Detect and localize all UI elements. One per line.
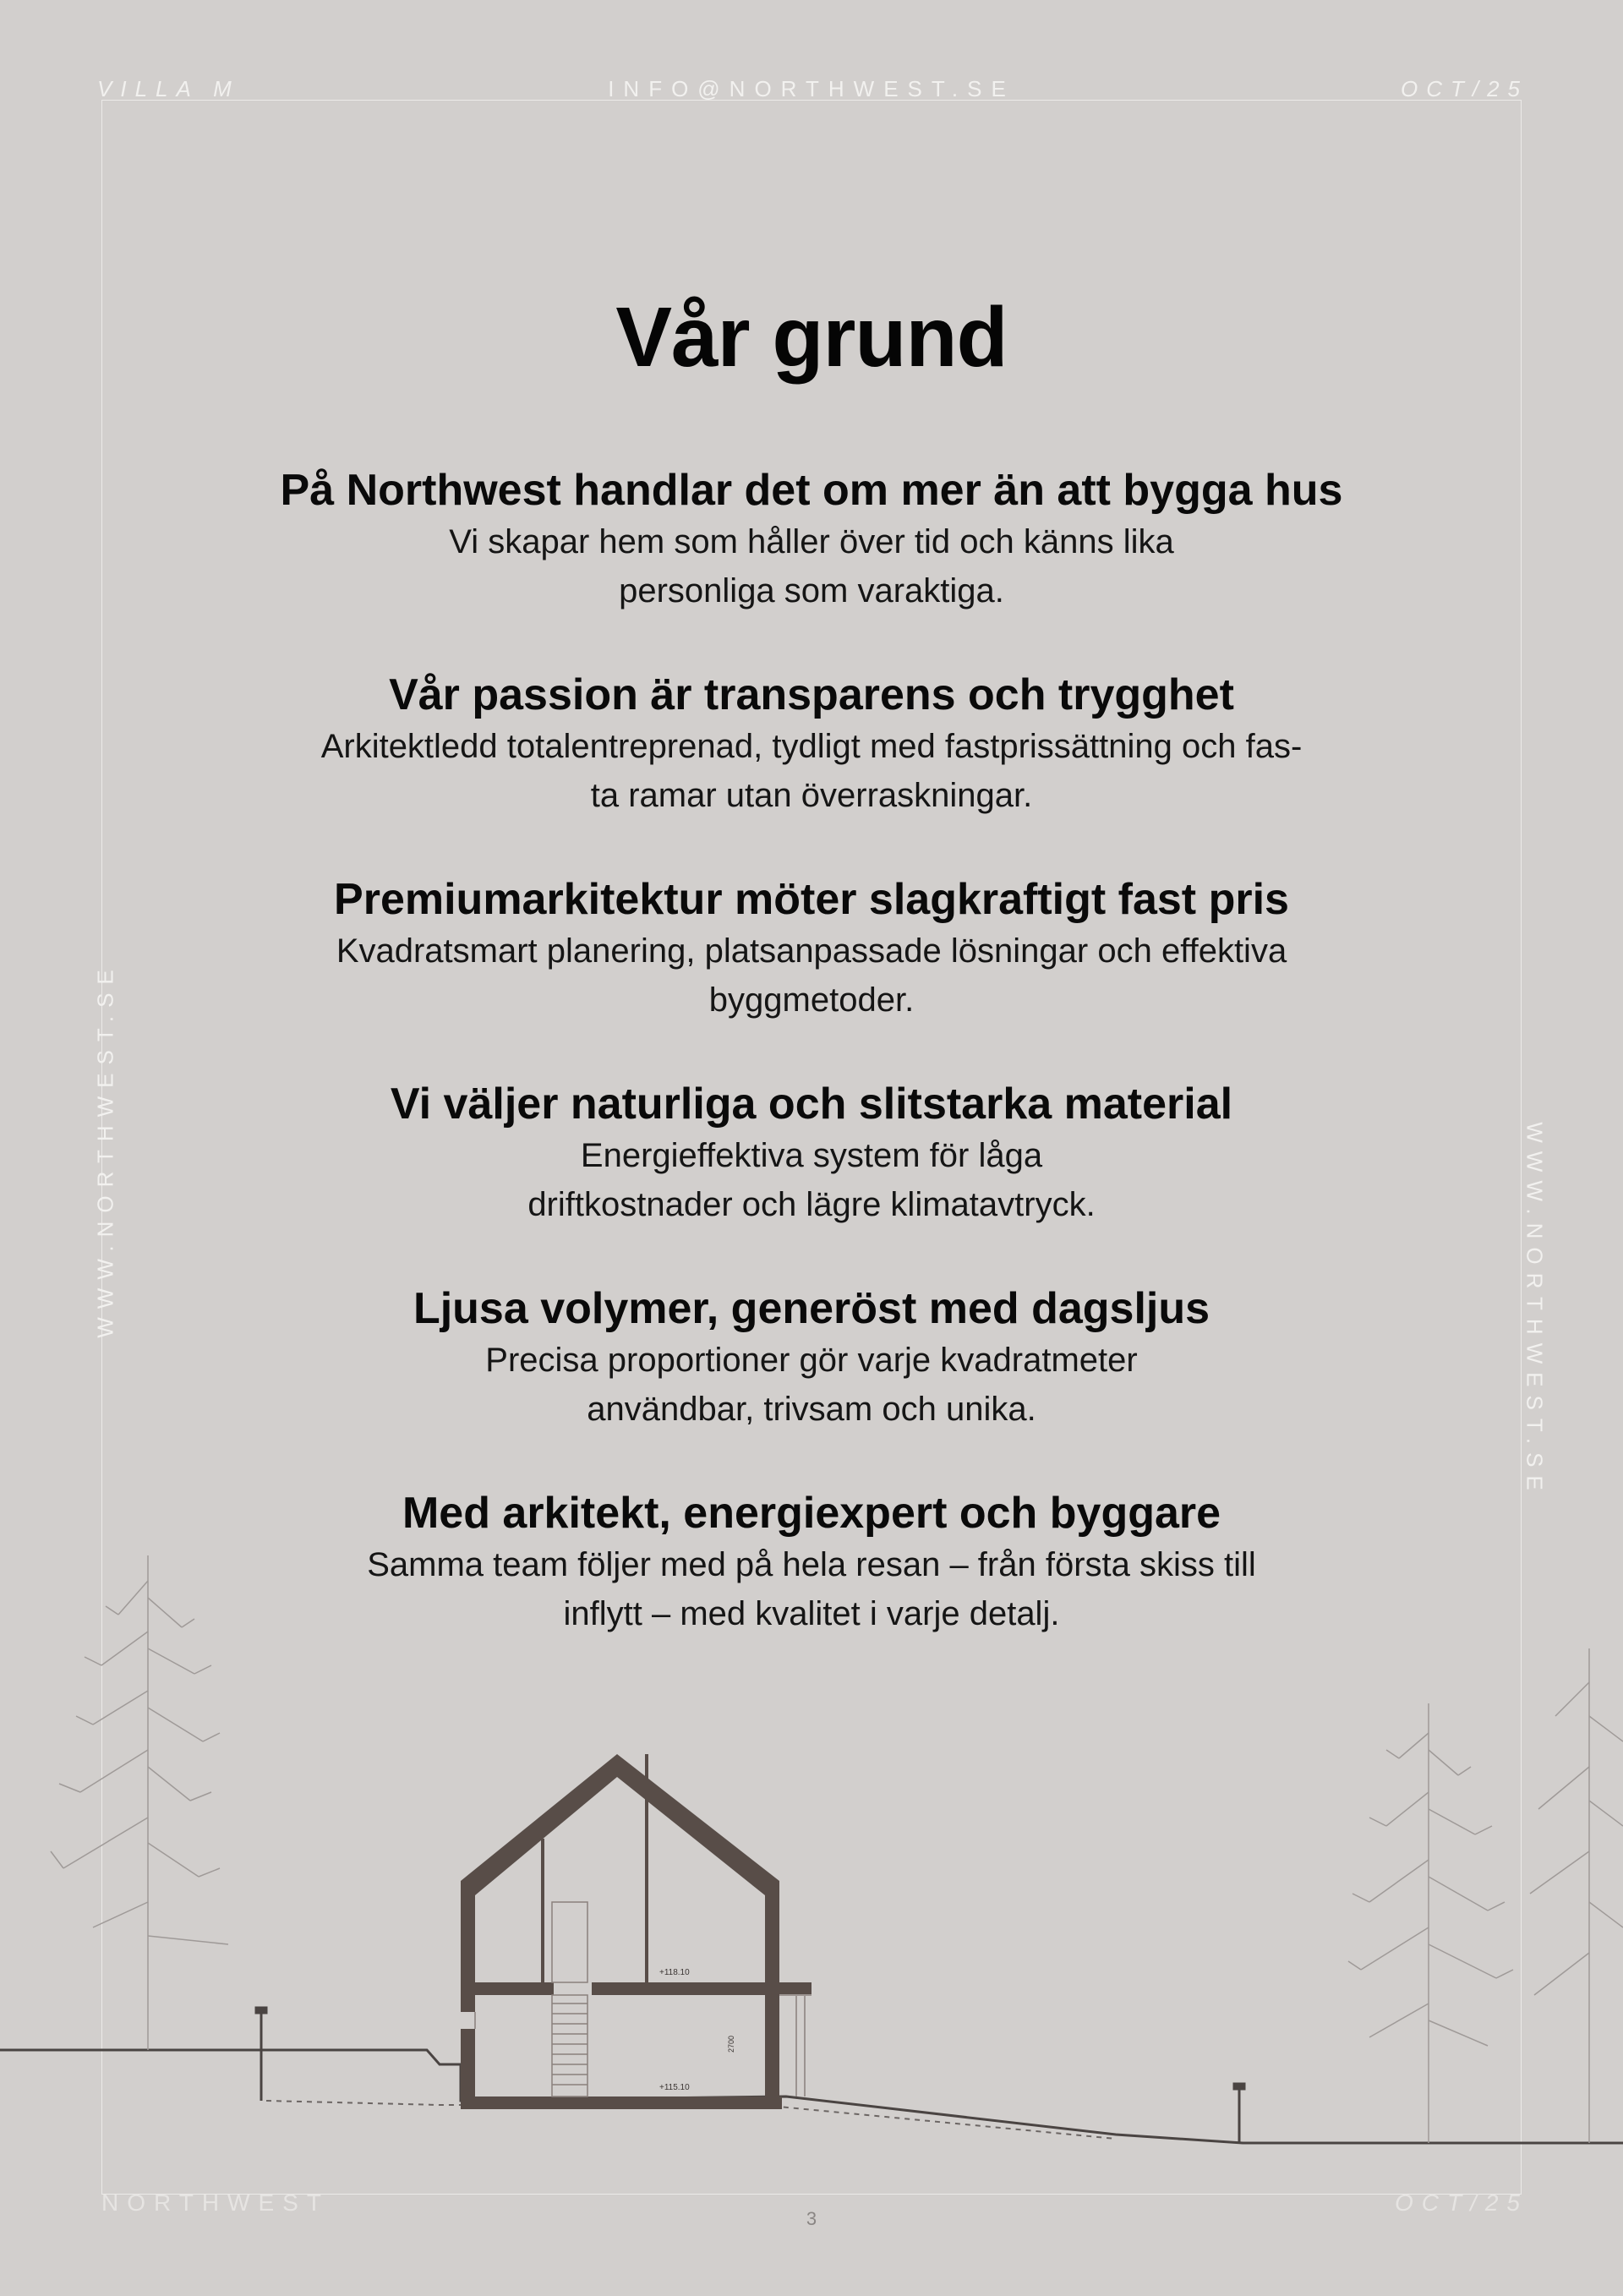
header-project: VILLA M [97, 76, 240, 101]
level-upper-label: +118.10 [659, 1968, 690, 1977]
section-line: ta ramar utan överraskningar. [590, 777, 1033, 814]
side-website-right[interactable]: WWW.NORTHWEST.SE [1522, 1122, 1548, 1499]
window-glazing [475, 1995, 812, 2096]
header-email[interactable]: INFO@NORTHWEST.SE [608, 76, 1015, 101]
section-line: inflytt – med kvalitet i varje detalj. [563, 1595, 1060, 1632]
section-heading: Premiumarkitektur möter slagkraftigt fast pris [334, 875, 1289, 924]
section [228, 1077, 1395, 1229]
tree-right-icon [1348, 1703, 1513, 2143]
section-line: Samma team följer med på hela resan – från första skiss till [367, 1546, 1256, 1583]
sections [228, 463, 1395, 1691]
section-heading: Ljusa volymer, generöst med dagsljus [413, 1284, 1210, 1333]
section [228, 668, 1395, 820]
staircase [552, 1902, 587, 2096]
section-heading: Vår passion är transparens och trygghet [389, 670, 1234, 719]
section-heading: Med arkitekt, energiexpert och byggare [402, 1489, 1221, 1538]
side-website-left[interactable]: WWW.NORTHWEST.SE [92, 961, 118, 1338]
section-line: byggmetoder. [708, 981, 915, 1019]
section-heading: Vi väljer naturliga och slitstarka material [390, 1080, 1233, 1129]
section-line: Energieffektiva system för låga [580, 1137, 1043, 1174]
tree-left-icon [51, 1555, 228, 2050]
lamp-post-icon [1234, 2084, 1244, 2143]
lamp-post-icon [256, 2008, 266, 2101]
section-line: Precisa proportioner gör varje kvadratmeter [485, 1342, 1138, 1379]
section [228, 872, 1395, 1025]
section-line: driftkostnader och lägre klimatavtryck. [527, 1186, 1096, 1223]
section-line: Kvadratsmart planering, platsanpassade lösningar och effektiva [336, 932, 1287, 970]
header-date: OCT/25 [1400, 76, 1528, 101]
level-lower-label: +115.10 [659, 2083, 690, 2092]
page-title: Vår grund [615, 290, 1008, 385]
section-line: Vi skapar hem som håller över tid och känns lika [449, 523, 1174, 560]
section [228, 463, 1395, 615]
house-section-drawing [0, 1547, 1623, 2189]
section-line: personliga som varaktiga. [619, 572, 1004, 610]
footer-date: OCT/25 [1394, 2189, 1528, 2216]
house-walls [461, 1754, 812, 2109]
section-line: användbar, trivsam och unika. [587, 1391, 1036, 1428]
tree-edge-icon [1530, 1648, 1623, 2143]
section-line: Arkitektledd totalentreprenad, tydligt med fastprissättning och fas- [320, 728, 1303, 765]
footer-brand: NORTHWEST [101, 2189, 330, 2216]
section-heading: På Northwest handlar det om mer än att bygga hus [280, 466, 1343, 515]
section [228, 1282, 1395, 1434]
page-number: 3 [806, 2208, 817, 2229]
ground-line [0, 2050, 1623, 2143]
height-dimension-label: 2700 [727, 2035, 735, 2053]
